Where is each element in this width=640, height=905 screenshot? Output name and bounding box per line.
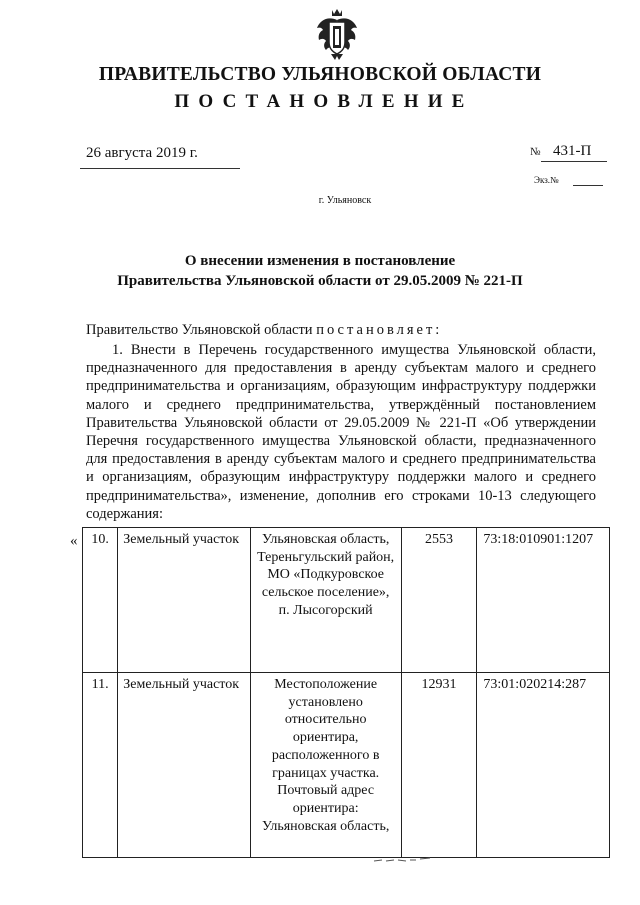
open-quote: « [70,533,78,549]
row-number: 10. [83,528,118,673]
table-row [83,528,610,673]
decree-number: 431-П [553,143,592,159]
government-title: ПРАВИТЕЛЬСТВО УЛЬЯНОВСКОЙ ОБЛАСТИ [98,64,542,85]
document-type-title: ПОСТАНОВЛЕНИЕ [174,91,474,112]
scan-artifact [372,856,432,864]
copy-number-underline [573,185,603,186]
copy-number-label: Экз.№ [534,175,559,185]
decree-date: 26 августа 2019 г. [86,145,198,161]
city-name: г. Ульяновск [318,195,372,206]
subject-line-2: Правительства Ульяновской области от 29.05.2009 № 221-П [117,273,523,289]
property-location: Ульяновская область, Тереньгульский район, МО «Подкуровское сельское поселение», п. Лысогорский [250,528,401,673]
property-location: Местоположение установлено относительно ориентира, расположенного в границах участка. Почтовый адрес ориентира: Ульяновская область, [250,673,401,858]
property-type: Земельный участок [118,528,251,673]
property-table [82,527,610,858]
number-prefix: № [530,146,541,158]
number-underline [541,161,607,162]
cadastral-number: 73:18:010901:1207 [477,528,610,673]
property-type: Земельный участок [118,673,251,858]
decree-verb: постановляет: [316,322,443,338]
property-area: 2553 [401,528,477,673]
decree-statement [86,322,596,339]
decree-subject [0,251,640,291]
property-area: 12931 [401,673,477,858]
table-row [83,673,610,858]
coat-of-arms-icon [314,6,360,66]
subject-line-1: О внесении изменения в постановление [184,253,456,269]
cadastral-number: 73:01:020214:287 [477,673,610,858]
row-number: 11. [83,673,118,858]
date-underline [80,168,240,169]
paragraph-1: 1. Внести в Перечень государственного имущества Ульяновской области, предназначенного для предоставления в аренду субъектам малого и среднего предпринимательства и организациям, образующим инфраструктуру поддержки малого и среднего предпринимательства, утверждённый постановлением Правительства Ульяновской области от 29.05.2009 № 221-П «Об утверждении Перечня государственного имущества Ульяновской области, предназначенного для предоставления в аренду субъектам малого и среднего предпринимательства и организациям, образующим инфраструктуру поддержки малого и среднего предпринимательства», изменение, дополнив его строками 10-13 следующего содержания: [86,342,596,522]
decree-start: Правительство Ульяновской области [86,322,317,338]
